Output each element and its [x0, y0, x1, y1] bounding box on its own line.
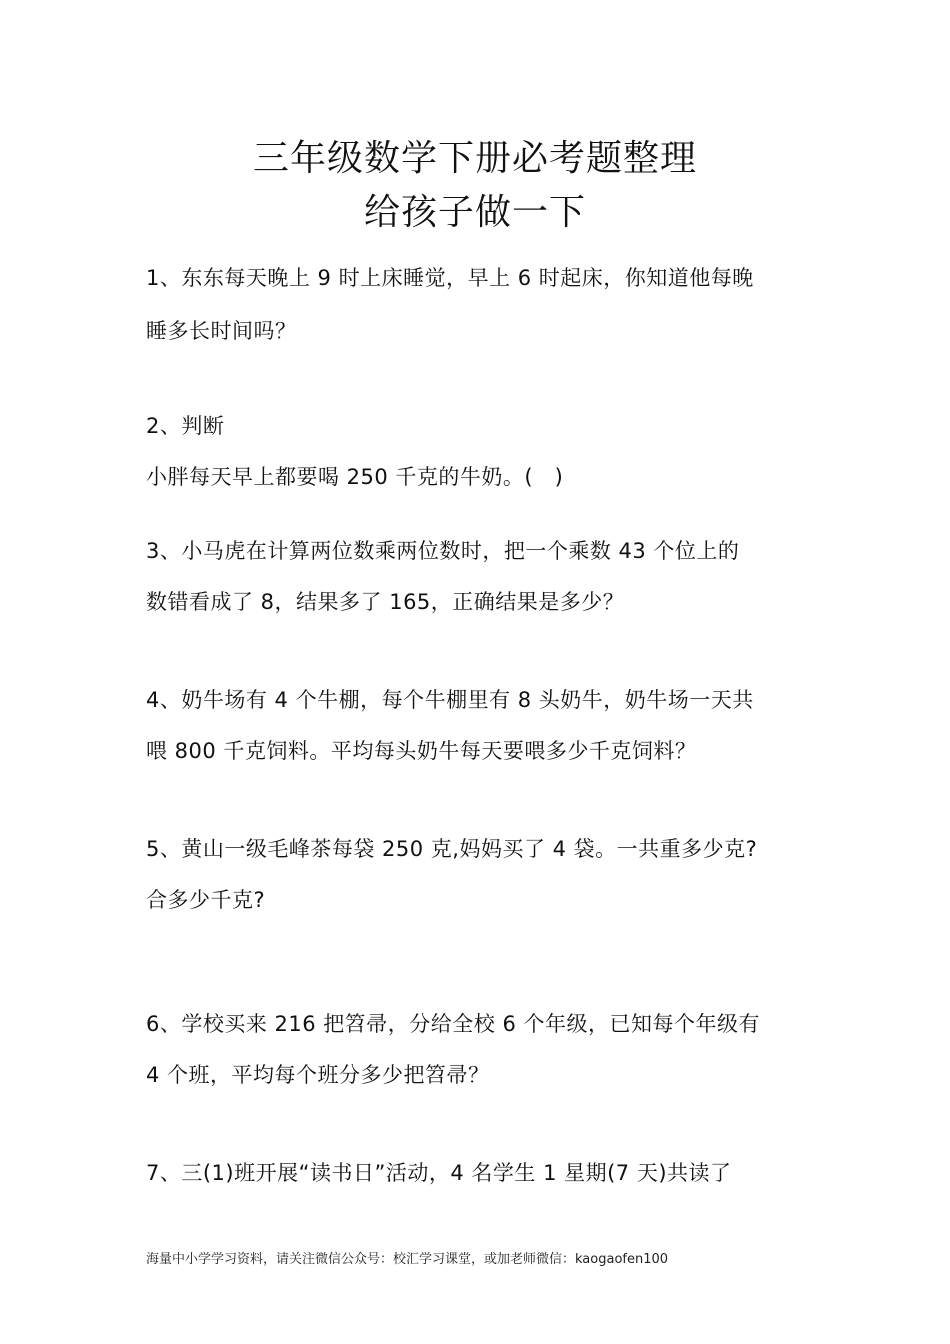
question-5-line-2: 合多少千克? — [146, 888, 266, 912]
question-2-line-1: 2、判断 — [146, 414, 225, 438]
question-4-line-1: 4、奶牛场有 4 个牛棚，每个牛棚里有 8 头奶牛，奶牛场一天共 — [146, 688, 754, 712]
page-subtitle: 给孩子做一下 — [363, 192, 586, 233]
question-1-line-2: 睡多长时间吗？ — [146, 319, 297, 343]
question-4-line-2: 喂 800 千克饲料。平均每头奶牛每天要喂多少千克饲料？ — [146, 739, 697, 763]
question-1-line-1: 1、东东每天晚上 9 时上床睡觉，早上 6 时起床，你知道他每晚 — [146, 266, 754, 290]
question-2-line-2: 小胖每天早上都要喝 250 千克的牛奶。( ) — [146, 465, 564, 489]
question-3-line-1: 3、小马虎在计算两位数乘两位数时，把一个乘数 43 个位上的 — [146, 539, 740, 563]
question-7-line-1: 7、三(1)班开展“读书日”活动，4 名学生 1 星期(7 天)共读了 — [146, 1161, 732, 1185]
question-3-line-2: 数错看成了 8，结果多了 165，正确结果是多少？ — [146, 590, 625, 614]
footer-note: 海量中小学学习资料，请关注微信公众号：校汇学习课堂，或加老师微信：kaogaofen100 — [146, 1252, 669, 1267]
page-title: 三年级数学下册必考题整理 — [252, 138, 697, 179]
question-6-line-1: 6、学校买来 216 把笤帚，分给全校 6 个年级，已知每个年级有 — [146, 1012, 761, 1036]
question-6-line-2: 4 个班，平均每个班分多少把笤帚？ — [146, 1063, 490, 1087]
question-5-line-1: 5、黄山一级毛峰茶每袋 250 克,妈妈买了 4 袋。一共重多少克? — [146, 837, 758, 861]
